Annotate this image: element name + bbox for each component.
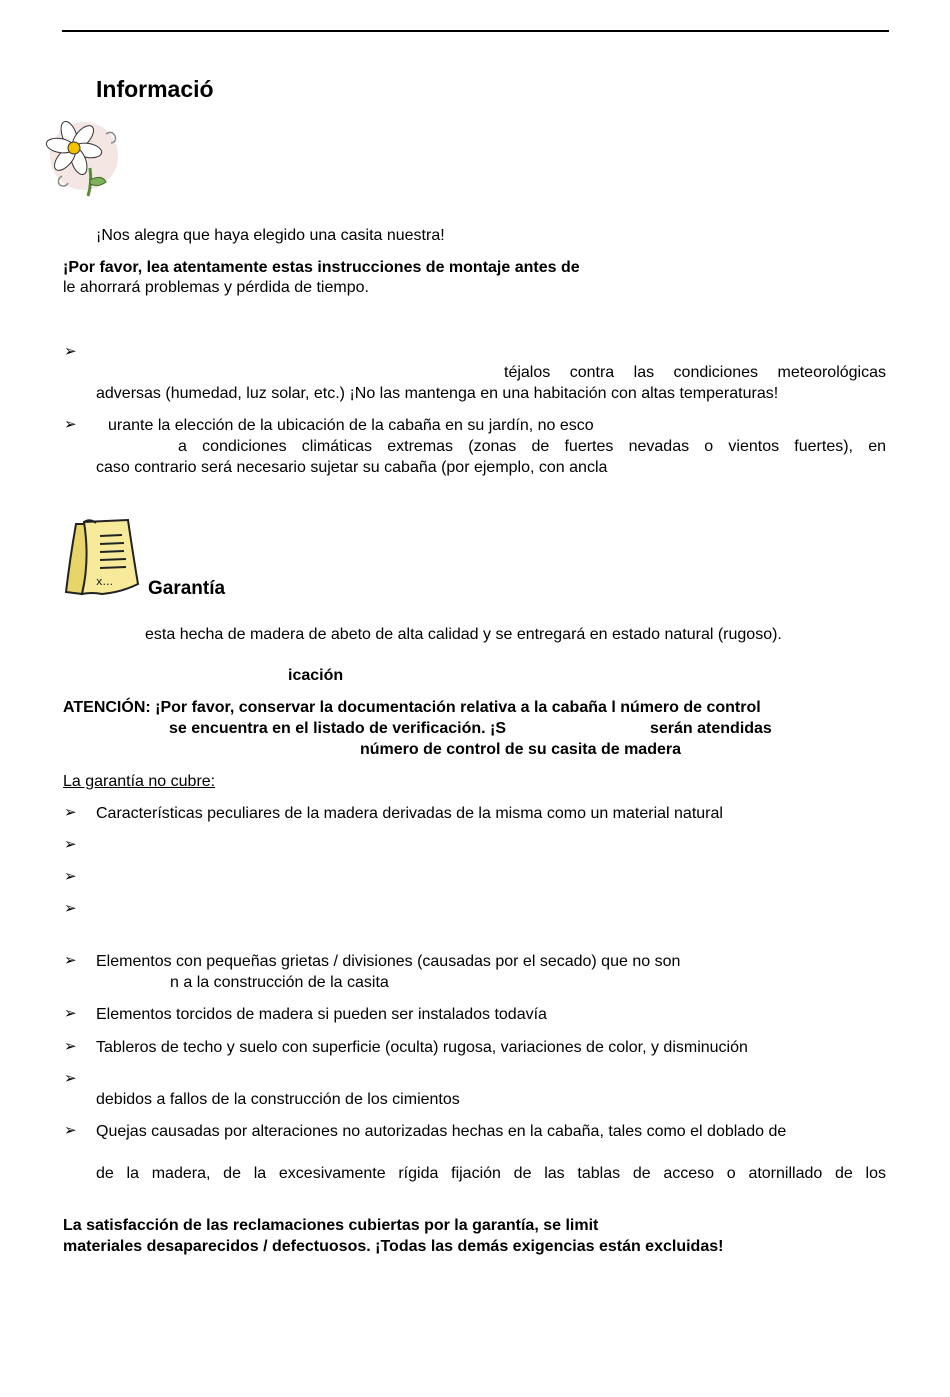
bullet-arrow-icon: ➢ [64, 952, 77, 969]
not-covered-item-6: Elementos torcidos de madera si pueden ser instalados todavía [96, 1006, 547, 1023]
warranty-intro: esta hecha de madera de abeto de alta calidad y se entregará en estado natural (rugoso). [145, 626, 782, 643]
bullet-arrow-icon: ➢ [64, 804, 77, 821]
bullet-arrow-icon: ➢ [64, 900, 77, 917]
bullet-arrow-icon: ➢ [64, 868, 77, 885]
bullet1-line1: téjalos contra las condiciones meteorológicas [504, 364, 886, 381]
scroll-document-icon [62, 518, 144, 598]
bullet-arrow-icon: ➢ [64, 1122, 77, 1139]
not-covered-item-9-line2: de la madera, de la excesivamente rígida fijación de las tablas de acceso o atornillado de los [96, 1165, 886, 1182]
bullet-arrow-icon: ➢ [64, 836, 77, 853]
bullet-arrow-icon: ➢ [64, 343, 77, 360]
not-covered-item-5-line2: n a la construcción de la casita [170, 974, 389, 991]
not-covered-item-5-line1: Elementos con pequeñas grietas / divisiones (causadas por el secado) que no son [96, 953, 681, 970]
instructions-rest: le ahorrará problemas y pérdida de tiempo. [63, 279, 369, 296]
attention-line1: ATENCIÓN: ¡Por favor, conservar la documentación relativa a la cabaña l número de control [63, 699, 761, 716]
bullet-arrow-icon: ➢ [64, 1038, 77, 1055]
warranty-heading: Garantía [148, 578, 226, 599]
warranty-fragment: icación [288, 667, 344, 684]
not-covered-label: La garantía no cubre: [63, 773, 216, 790]
closing-line2: materiales desaparecidos / defectuosos. ¡Todas las demás exigencias están excluidas! [63, 1238, 724, 1255]
not-covered-item-1: Características peculiares de la madera derivadas de la misma como un material natural [96, 805, 723, 822]
info-heading: Informació [96, 76, 214, 102]
attention-line2b: serán atendidas [650, 720, 772, 737]
bullet-arrow-icon: ➢ [64, 1070, 77, 1087]
bullet2-line3: caso contrario será necesario sujetar su cabaña (por ejemplo, con ancla [96, 459, 608, 476]
bullet1-line2: adversas (humedad, luz solar, etc.) ¡No las mantenga en una habitación con altas temperaturas! [96, 385, 779, 402]
closing-line1: La satisfacción de las reclamaciones cubiertas por la garantía, se limit [63, 1217, 599, 1234]
attention-line3: número de control de su casita de madera [360, 741, 681, 758]
flower-icon [44, 118, 124, 198]
welcome-text: ¡Nos alegra que haya elegido una casita nuestra! [96, 227, 445, 244]
bullet2-line2: a condiciones climáticas extremas (zonas de fuertes nevadas o vientos fuertes), en [178, 438, 886, 455]
not-covered-item-7: Tableros de techo y suelo con superficie (oculta) rugosa, variaciones de color, y disminución [96, 1039, 748, 1056]
not-covered-item-9-line1: Quejas causadas por alteraciones no autorizadas hechas en la cabaña, tales como el doblado de [96, 1123, 787, 1140]
bullet-arrow-icon: ➢ [64, 416, 77, 433]
bullet-arrow-icon: ➢ [64, 1005, 77, 1022]
svg-text:x...: x... [96, 575, 113, 588]
attention-line2a: se encuentra en el listado de verificación. ¡S [169, 720, 507, 737]
bullet2-line1: urante la elección de la ubicación de la cabaña en su jardín, no esco [108, 417, 594, 434]
instructions-bold: ¡Por favor, lea atentamente estas instrucciones de montaje antes de [63, 259, 580, 276]
not-covered-item-8-line2: debidos a fallos de la construcción de los cimientos [96, 1091, 460, 1108]
header-rule [62, 30, 889, 32]
